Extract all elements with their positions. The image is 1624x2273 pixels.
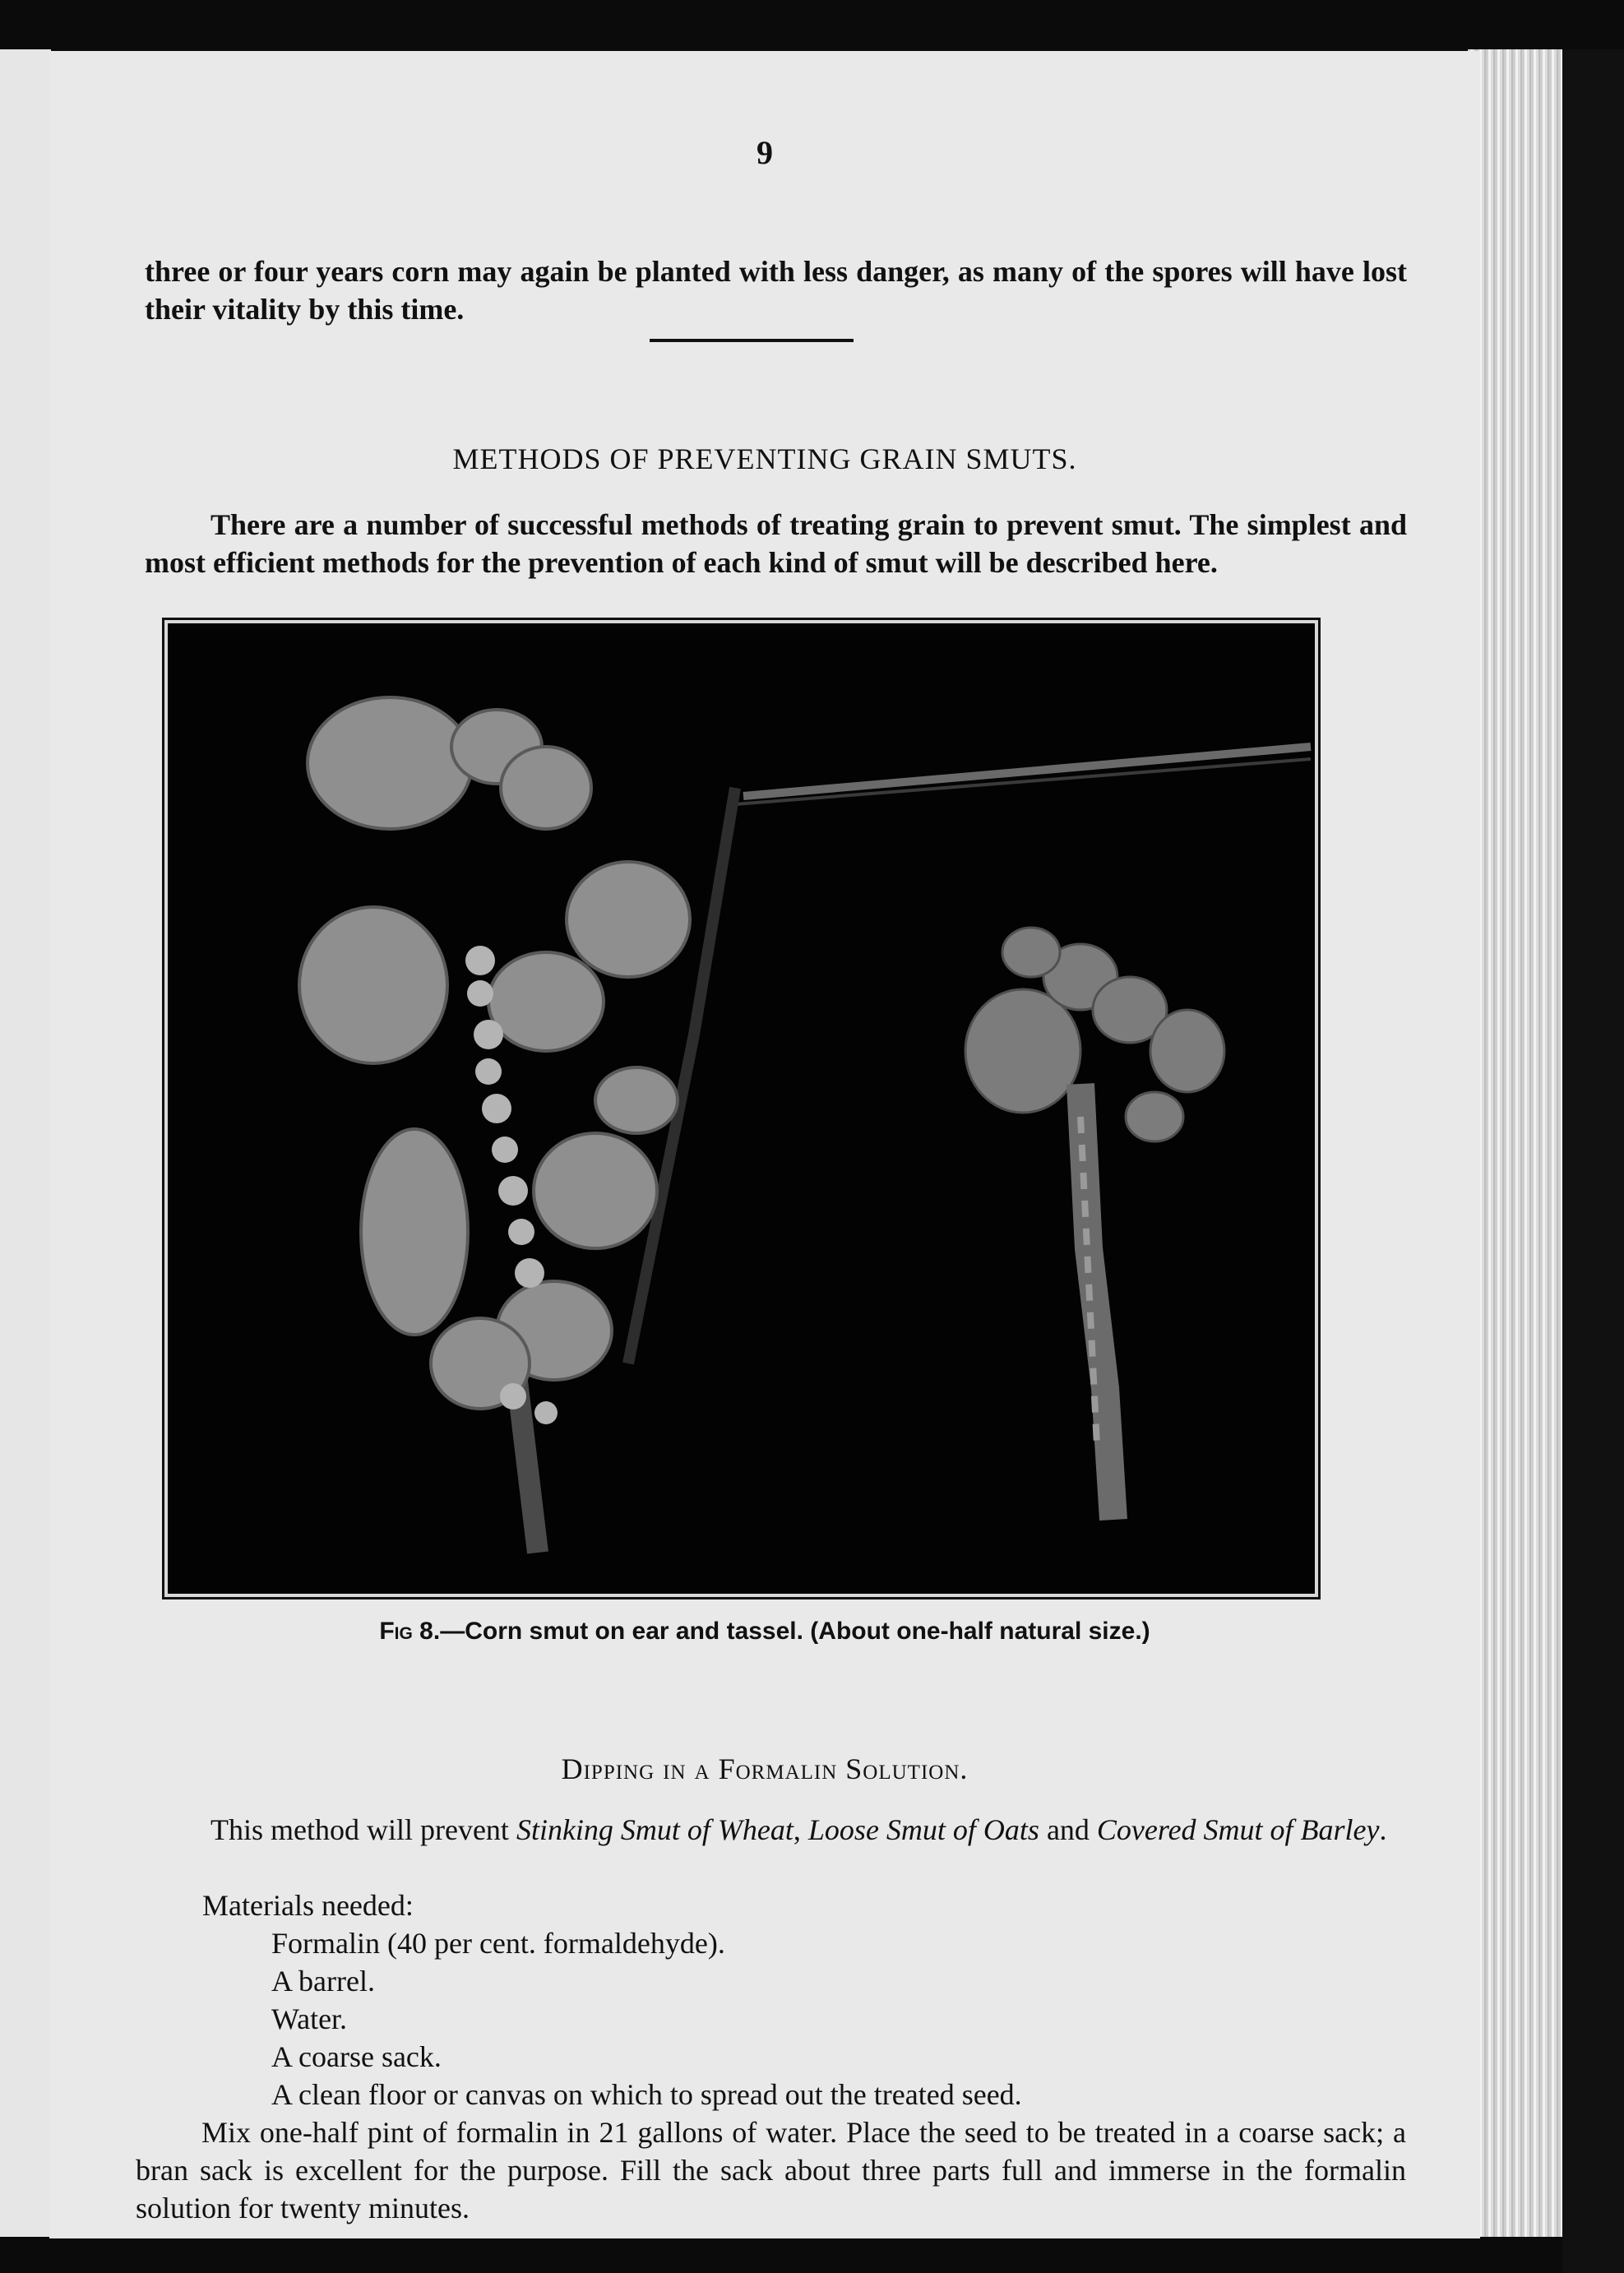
method-intro-suffix: . [1379,1813,1387,1846]
materials-label: Materials needed: [202,1889,414,1922]
page-stack-edge [1468,49,1562,2237]
figure-label: Fig 8. [379,1618,441,1645]
corn-smut-photograph [164,620,1318,1597]
list-item: Formalin (40 per cent. formaldehyde). [271,1927,725,1960]
method-sep-1: , [793,1813,808,1846]
method-sep-2: and [1039,1813,1097,1846]
page-number: 9 [756,134,773,171]
materials-list [271,1924,1406,2113]
list-item: A barrel. [271,1965,375,1998]
section-paragraph: There are a number of successful methods of treating grain to prevent smut. The simplest and most efficient methods for the prevention of each kind of smut will be described here. [145,508,1407,579]
corn-smut-illustration [168,623,1315,1594]
figure-caption [49,1618,1480,1646]
book-page [49,51,1480,2238]
method-item-barley: Covered Smut of Barley [1096,1813,1380,1846]
intro-paragraph: three or four years corn may again be planted with less danger, as many of the spores will have lost their vitality by this time. [145,255,1407,326]
left-page-edge [0,49,51,2237]
figure-caption-text: —Corn smut on ear and tassel. (About one-half natural size.) [440,1618,1150,1645]
section-divider [650,339,854,342]
method-item-oats: Loose Smut of Oats [807,1813,1039,1846]
final-paragraph: Mix one-half pint of formalin in 21 gallons of water. Place the seed to be treated in a coarse sack; a bran sack is excellent for the purpose. Fill the sack about three parts full and immerse in the formalin solution for twenty minutes. [136,2116,1406,2224]
subheading: Dipping in a Formalin Solution. [561,1752,969,1785]
book-cover-edge [1562,49,1624,2273]
method-intro [145,1811,1407,1849]
list-item: A clean floor or canvas on which to spread out the treated seed. [271,2078,1022,2111]
section-heading: METHODS OF PREVENTING GRAIN SMUTS. [452,442,1077,475]
list-item: A coarse sack. [271,2040,442,2073]
method-item-wheat: Stinking Smut of Wheat [516,1813,793,1846]
method-intro-prefix: This method will prevent [211,1813,516,1846]
list-item: Water. [271,2002,348,2035]
